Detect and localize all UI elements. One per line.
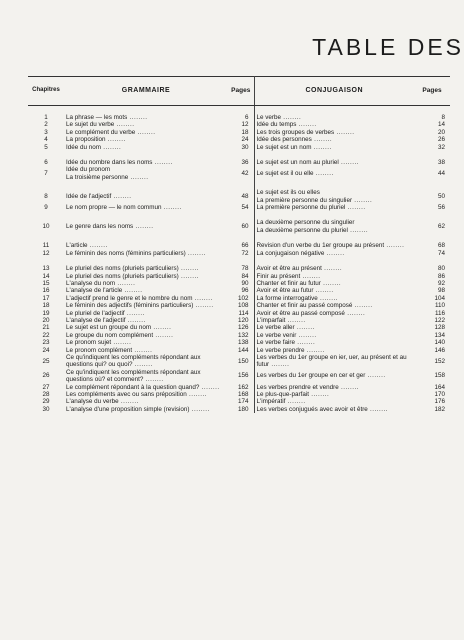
leader-dots: ........: [199, 383, 220, 391]
grammaire-page: 96: [228, 287, 254, 294]
leader-dots: ........: [122, 287, 143, 295]
conjugaison-entry: Chanter et finir au passé composé ........: [256, 302, 373, 310]
grammaire-page: 114: [228, 310, 254, 317]
conjugaison-page: 56: [437, 204, 445, 212]
row-spacer: [28, 257, 450, 265]
chapter-number: 10: [42, 223, 50, 231]
spacer-cell: [64, 106, 228, 115]
conjugaison-page: 110: [434, 302, 445, 310]
leader-dots: ........: [338, 159, 360, 167]
leader-dots: ........: [152, 159, 173, 167]
conjugaison-page: 38: [437, 159, 445, 167]
leader-dots: ........: [125, 316, 146, 324]
conjugaison-entry: Les verbes prendre et vendre ........: [256, 383, 360, 391]
table-header-row: [28, 77, 450, 106]
row-spacer: [28, 234, 450, 242]
chapter-number: 11: [42, 242, 50, 250]
leader-dots: ........: [317, 294, 339, 302]
grammaire-entry: Idée du nombre dans les noms ........: [66, 159, 173, 167]
chapter-number: 22: [42, 331, 50, 339]
table-row: [28, 159, 450, 166]
grammaire-entry: Le complément du verbe ........: [66, 128, 156, 136]
spacer-cell: [228, 181, 254, 189]
chapter-number: 19: [42, 309, 50, 317]
leader-dots: ........: [367, 405, 389, 413]
conjugaison-entry: Les trois groupes de verbes ........: [256, 128, 355, 136]
conjugaison-entry: Le verbe ........: [256, 114, 302, 121]
leader-dots: ........: [115, 279, 136, 287]
spacer-cell: [254, 234, 414, 242]
table-row: [28, 384, 450, 391]
leader-dots: ........: [124, 309, 145, 317]
conjugaison-page: 182: [434, 405, 445, 413]
conjugaison-entry: Les verbes du 1er groupe en cer et ger ........: [256, 372, 386, 380]
spacer-cell: [64, 151, 228, 159]
grammaire-page: 108: [228, 302, 254, 309]
table-row: [28, 324, 450, 331]
leader-dots: ........: [132, 346, 153, 354]
leader-dots: ........: [384, 242, 405, 250]
grammaire-page: 138: [228, 339, 254, 346]
leader-dots: ........: [304, 346, 325, 354]
conjugaison-entry: Le sujet est il ou elle ........: [256, 170, 334, 178]
grammaire-page: 150: [228, 354, 254, 369]
table-row: [28, 242, 450, 249]
spacer-cell: [28, 211, 64, 219]
table-row: [28, 136, 450, 143]
grammaire-entry: Le genre dans les noms ........: [66, 223, 154, 231]
table-row: [28, 280, 450, 287]
table-row: [28, 204, 450, 211]
spacer-cell: [414, 234, 450, 242]
chapter-number: 7: [44, 170, 48, 178]
leader-dots: ........: [118, 398, 139, 406]
conjugaison-page: 140: [434, 339, 445, 347]
grammaire-entry: Le pluriel des noms (pluriels particuliers) ........: [66, 265, 199, 273]
table-row: [28, 295, 450, 302]
leader-dots: ........: [161, 204, 182, 212]
conjugaison-entry: Les verbes conjugués avec avoir et être ........: [256, 405, 389, 413]
table-row: [28, 287, 450, 294]
chapter-number: 15: [42, 279, 50, 287]
header-pages-conjugaison: Pages: [414, 77, 450, 106]
header-grammaire: GRAMMAIRE: [64, 77, 228, 106]
spacer-cell: [228, 211, 254, 219]
chapter-number: 4: [44, 136, 48, 144]
spacer-cell: [228, 151, 254, 159]
leader-dots: ........: [186, 391, 208, 398]
leader-dots: ........: [178, 272, 199, 280]
spacer-cell: [228, 234, 254, 242]
grammaire-entry: Ce qu'indiquent les compléments répondant aux questions où? et comment? ........: [66, 368, 201, 384]
chapter-number: 29: [42, 398, 50, 406]
conjugaison-page: 80: [437, 265, 445, 273]
grammaire-page: 48: [228, 189, 254, 204]
spacer-cell: [28, 181, 64, 189]
conjugaison-page: 68: [437, 242, 445, 250]
leader-dots: ........: [311, 143, 332, 151]
grammaire-entry: Le féminin des noms (féminins particuliers) ........: [66, 249, 206, 257]
spacer-cell: [254, 106, 414, 115]
leader-dots: ........: [111, 192, 132, 200]
table-row: [28, 339, 450, 346]
conjugaison-entry: Le verbe prendre ........: [256, 346, 325, 354]
conjugaison-entry: Idée des personnes ........: [256, 136, 333, 144]
spacer-cell: [64, 181, 228, 189]
conjugaison-entry: L'impératif ........: [256, 398, 306, 406]
grammaire-entry: La phrase — les mots ........: [66, 114, 148, 121]
leader-dots: ........: [111, 339, 132, 347]
conjugaison-entry: La conjugaison négative ........: [256, 249, 345, 257]
leader-dots: ........: [321, 265, 343, 273]
table-row: [28, 121, 450, 128]
table-of-contents: [28, 76, 450, 413]
spacer-cell: [64, 211, 228, 219]
leader-dots: ........: [345, 204, 366, 212]
leader-dots: ........: [347, 226, 369, 234]
chapter-number: 12: [42, 249, 50, 257]
page-title: TABLE DES: [312, 34, 464, 60]
conjugaison-page: 128: [434, 324, 445, 332]
chapter-number: 14: [42, 272, 50, 280]
conjugaison-page: 74: [437, 249, 445, 257]
leader-dots: ........: [135, 128, 156, 136]
table-row: [28, 369, 450, 384]
conjugaison-page: 98: [437, 287, 445, 295]
spacer-cell: [28, 257, 64, 265]
leader-dots: ........: [105, 136, 126, 144]
leader-dots: ........: [127, 114, 148, 121]
chapter-number: 13: [42, 265, 50, 273]
chapter-number: 24: [42, 346, 50, 354]
conjugaison-entry: Avoir et être au futur ........: [256, 287, 334, 295]
conjugaison-entry: Avoir et être au présent ........: [256, 265, 343, 273]
leader-dots: ........: [114, 121, 135, 129]
chapter-number: 18: [42, 302, 50, 310]
conjugaison-page: 158: [434, 372, 445, 380]
table-row: [28, 302, 450, 309]
grammaire-entry: L'article ........: [66, 242, 108, 250]
chapter-number: 6: [44, 159, 48, 167]
grammaire-entry: L'analyse de l'article ........: [66, 287, 143, 295]
chapter-number: 2: [44, 121, 48, 129]
leader-dots: ........: [285, 316, 306, 324]
grammaire-entry: Le nom propre — le nom commun ........: [66, 204, 182, 212]
spacer-cell: [64, 234, 228, 242]
leader-dots: ........: [324, 249, 345, 257]
chapter-number: 8: [44, 192, 48, 200]
grammaire-page: 132: [228, 332, 254, 339]
conjugaison-page: 104: [434, 294, 445, 302]
conjugaison-page: 152: [434, 357, 445, 365]
grammaire-page: 12: [228, 121, 254, 128]
chapter-number: 9: [44, 204, 48, 212]
spacer-cell: [28, 151, 64, 159]
conjugaison-page: 62: [437, 223, 445, 231]
grammaire-entry: L'analyse du nom ........: [66, 279, 136, 287]
leader-dots: ........: [300, 272, 321, 280]
spacer-cell: [64, 257, 228, 265]
conjugaison-entry: Le verbe faire ........: [256, 339, 316, 347]
chapter-number: 16: [42, 287, 50, 295]
conjugaison-page: 50: [437, 192, 445, 200]
leader-dots: ........: [334, 128, 355, 136]
table-row: [28, 398, 450, 405]
grammaire-page: 120: [228, 317, 254, 324]
chapter-number: 30: [42, 405, 50, 413]
conjugaison-page: 32: [437, 143, 445, 151]
grammaire-page: 24: [228, 136, 254, 143]
grammaire-page: 156: [228, 369, 254, 384]
row-spacer: [28, 106, 450, 115]
row-spacer: [28, 181, 450, 189]
chapter-number: 5: [44, 143, 48, 151]
conjugaison-entry: La forme interrogative ........: [256, 294, 339, 302]
leader-dots: ........: [311, 136, 333, 144]
leader-dots: ........: [87, 242, 108, 250]
table-row: [28, 250, 450, 257]
table-row: [28, 265, 450, 272]
grammaire-entry: Idée de l'adjectif ........: [66, 192, 132, 200]
grammaire-page: 102: [228, 295, 254, 302]
conjugaison-entry: Le sujet est un nom ........: [256, 143, 332, 151]
leader-dots: ........: [365, 372, 386, 380]
table-row: [28, 166, 450, 181]
leader-dots: ........: [193, 302, 214, 310]
spacer-cell: [28, 106, 64, 115]
chapter-number: 3: [44, 128, 48, 136]
conjugaison-entry: La deuxième personne du singulier La deuxième personne du pluriel ........: [256, 219, 369, 234]
table-row: [28, 273, 450, 280]
grammaire-entry: Le pronom complément ........: [66, 346, 153, 354]
leader-dots: ........: [309, 391, 330, 398]
grammaire-entry: Idée du nom ........: [66, 143, 122, 151]
spacer-cell: [414, 211, 450, 219]
grammaire-page: 42: [228, 166, 254, 181]
spacer-cell: [254, 257, 414, 265]
leader-dots: ........: [295, 339, 316, 347]
grammaire-page: 30: [228, 144, 254, 151]
conjugaison-page: 26: [437, 136, 445, 144]
chapter-number: 25: [42, 357, 50, 365]
grammaire-page: 66: [228, 242, 254, 249]
leader-dots: ........: [313, 287, 334, 295]
grammaire-page: 36: [228, 159, 254, 166]
table-row: [28, 114, 450, 121]
grammaire-entry: Le complément répondant à la question quand? ........: [66, 383, 220, 391]
grammaire-entry: Le pronom sujet ........: [66, 339, 132, 347]
table-body: [28, 106, 450, 414]
table-row: [28, 347, 450, 354]
grammaire-page: 84: [228, 273, 254, 280]
chapter-number: 28: [42, 391, 50, 398]
chapter-number: 21: [42, 324, 50, 332]
chapter-number: 17: [42, 294, 50, 302]
table-row: [28, 310, 450, 317]
conjugaison-page: 116: [434, 309, 445, 317]
spacer-cell: [254, 181, 414, 189]
grammaire-entry: Les compléments avec ou sans préposition ........: [66, 391, 208, 398]
table-row: [28, 144, 450, 151]
conjugaison-page: 92: [437, 279, 445, 287]
conjugaison-entry: Le sujet est un nom au pluriel ........: [256, 159, 360, 167]
leader-dots: ........: [151, 324, 172, 332]
grammaire-page: 54: [228, 204, 254, 211]
leader-dots: ........: [296, 331, 317, 339]
leader-dots: ........: [285, 398, 306, 406]
leader-dots: ........: [189, 405, 210, 413]
spacer-cell: [414, 257, 450, 265]
spacer-cell: [414, 151, 450, 159]
leader-dots: ........: [313, 170, 334, 178]
conjugaison-entry: L'imparfait ........: [256, 316, 306, 324]
chapter-number: 27: [42, 383, 50, 391]
conjugaison-page: 170: [434, 391, 445, 398]
grammaire-entry: La proposition ........: [66, 136, 126, 144]
table-row: [28, 129, 450, 136]
table-row: [28, 406, 450, 413]
header-chapitres: Chapitres: [28, 77, 64, 106]
leader-dots: ........: [178, 265, 199, 273]
leader-dots: ........: [101, 143, 122, 151]
grammaire-page: 90: [228, 280, 254, 287]
leader-dots: ........: [132, 361, 153, 369]
conjugaison-entry: Le verbe aller ........: [256, 324, 315, 332]
leader-dots: ........: [344, 309, 366, 317]
grammaire-entry: Le féminin des adjectifs (féminins particuliers) ........: [66, 302, 214, 310]
grammaire-page: 6: [228, 114, 254, 121]
leader-dots: ........: [320, 279, 342, 287]
leader-dots: ........: [143, 376, 164, 384]
grammaire-page: 18: [228, 129, 254, 136]
spacer-cell: [28, 234, 64, 242]
grammaire-entry: Idée du pronom La troisième personne ........: [66, 166, 149, 181]
row-spacer: [28, 211, 450, 219]
conjugaison-entry: Le verbe venir ........: [256, 331, 317, 339]
grammaire-entry: Le pluriel des noms (pluriels particuliers) ........: [66, 272, 199, 280]
grammaire-entry: L'analyse du verbe ........: [66, 398, 139, 406]
row-spacer: [28, 151, 450, 159]
grammaire-entry: Ce qu'indiquent les compléments répondant aux questions qui? ou quoi? ........: [66, 353, 201, 369]
grammaire-page: 162: [228, 384, 254, 391]
chapter-number: 26: [42, 372, 50, 380]
chapter-number: 23: [42, 339, 50, 347]
header-conjugaison: CONJUGAISON: [254, 77, 414, 106]
conjugaison-page: 122: [434, 316, 445, 324]
spacer-cell: [228, 106, 254, 115]
leader-dots: ........: [352, 302, 373, 310]
leader-dots: ........: [338, 383, 360, 391]
conjugaison-page: 176: [434, 398, 445, 406]
chapter-number: 1: [44, 114, 48, 121]
leader-dots: ........: [269, 361, 290, 369]
conjugaison-page: 86: [437, 272, 445, 280]
table-row: [28, 219, 450, 234]
leader-dots: ........: [128, 173, 149, 181]
conjugaison-entry: Le plus-que-parfait ........: [256, 391, 330, 398]
leader-dots: ........: [192, 294, 213, 302]
conjugaison-entry: Idée du temps ........: [256, 121, 317, 129]
conjugaison-entry: Revision d'un verbe du 1er groupe au présent ........: [256, 242, 405, 250]
conjugaison-page: 146: [434, 346, 445, 354]
leader-dots: ........: [185, 249, 206, 257]
table-row: [28, 354, 450, 369]
conjugaison-page: 44: [437, 170, 445, 178]
grammaire-page: 78: [228, 265, 254, 272]
conjugaison-page: 8: [441, 114, 445, 121]
spacer-cell: [254, 211, 414, 219]
leader-dots: ........: [281, 114, 302, 121]
grammaire-entry: Le sujet est un groupe du nom ........: [66, 324, 172, 332]
leader-dots: ........: [153, 331, 174, 339]
grammaire-entry: Le groupe du nom complément ........: [66, 331, 174, 339]
spacer-cell: [254, 151, 414, 159]
conjugaison-entry: Les verbes du 1er groupe en ier, uer, au présent et au futur ........: [256, 353, 407, 369]
grammaire-page: 144: [228, 347, 254, 354]
grammaire-page: 180: [228, 406, 254, 413]
leader-dots: ........: [294, 324, 315, 332]
chapter-number: 20: [42, 316, 50, 324]
spacer-cell: [414, 106, 450, 115]
grammaire-page: 168: [228, 391, 254, 398]
conjugaison-entry: La première personne du pluriel ........: [256, 204, 366, 212]
conjugaison-entry: Avoir et être au passé composé ........: [256, 309, 366, 317]
spacer-cell: [228, 257, 254, 265]
conjugaison-page: 134: [434, 331, 445, 339]
conjugaison-page: 20: [437, 128, 445, 136]
spacer-cell: [414, 181, 450, 189]
grammaire-page: 72: [228, 250, 254, 257]
table-row: [28, 189, 450, 204]
grammaire-entry: Le sujet du verbe ........: [66, 121, 135, 129]
grammaire-page: 126: [228, 324, 254, 331]
grammaire-entry: L'analyse de l'adjectif ........: [66, 316, 146, 324]
conjugaison-entry: Le sujet est ils ou elles La première personne du singulier ........: [256, 189, 373, 204]
conjugaison-entry: Finir au présent ........: [256, 272, 321, 280]
grammaire-entry: L'analyse d'une proposition simple (revision) ........: [66, 405, 210, 413]
leader-dots: ........: [352, 196, 373, 204]
table-row: [28, 332, 450, 339]
table-row: [28, 317, 450, 324]
conjugaison-entry: Chanter et finir au futur ........: [256, 279, 342, 287]
grammaire-entry: Le pluriel de l'adjectif ........: [66, 309, 145, 317]
grammaire-entry: L'adjectif prend le genre et le nombre du nom ........: [66, 294, 213, 302]
leader-dots: ........: [296, 121, 317, 129]
table-row: [28, 391, 450, 398]
conjugaison-page: 164: [434, 383, 445, 391]
grammaire-page: 174: [228, 398, 254, 405]
header-pages-grammaire: Pages: [228, 77, 254, 106]
grammaire-page: 60: [228, 219, 254, 234]
leader-dots: ........: [133, 223, 154, 231]
conjugaison-page: 14: [437, 121, 445, 129]
